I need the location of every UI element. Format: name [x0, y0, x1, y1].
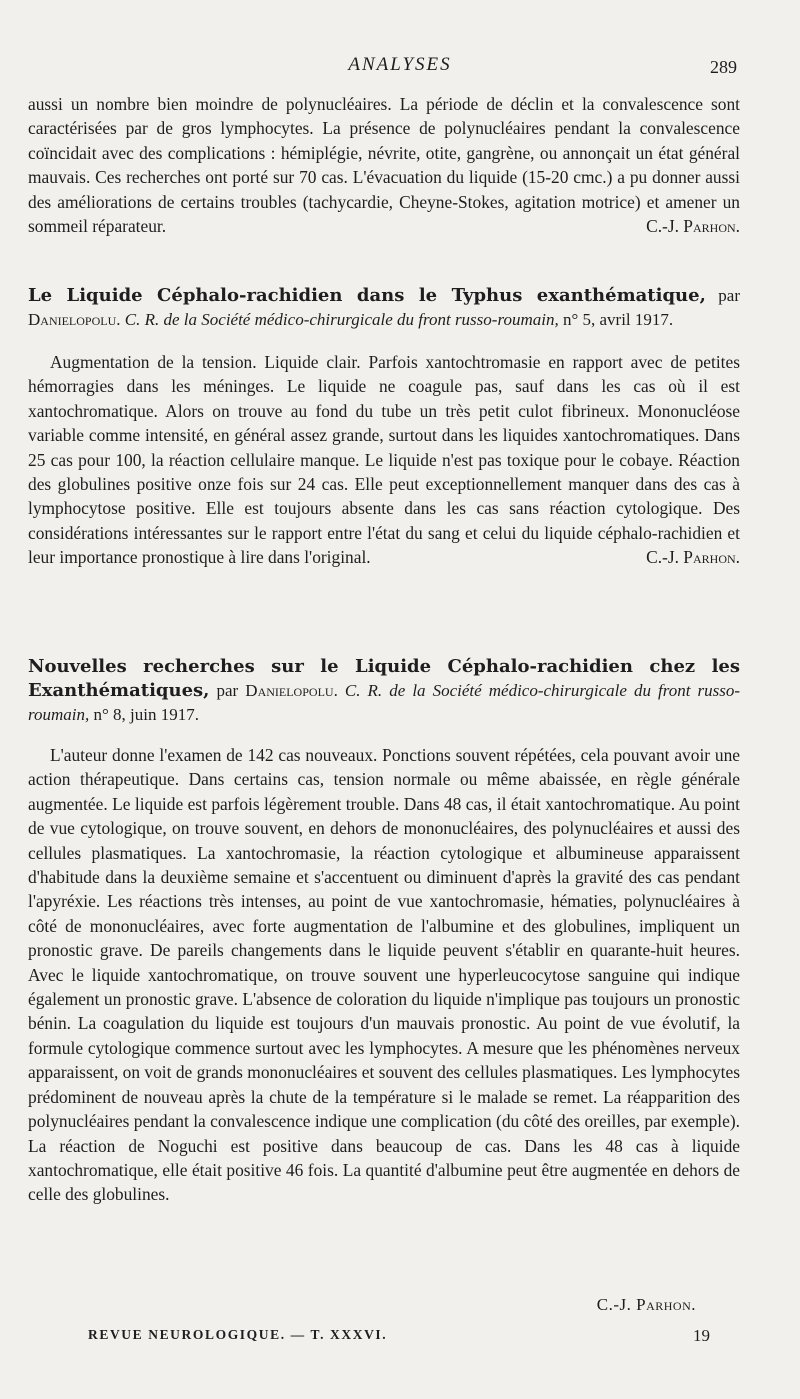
- page-number: 289: [710, 57, 737, 77]
- author-signature: C.-J. Parhon.: [646, 547, 740, 568]
- article-heading: [28, 655, 740, 727]
- article-new-research-csf: [28, 655, 740, 1207]
- article-title: Le Liquide Céphalo-rachidien dans le Typhus exanthématique,: [28, 285, 706, 306]
- article-issue: n° 5, avril 1917.: [562, 310, 674, 329]
- running-header: [0, 54, 800, 82]
- article-continuation: [28, 92, 740, 238]
- by-word: par: [718, 286, 740, 305]
- author-signature: C.-J. Parhon.: [646, 216, 740, 237]
- author-signature: C.-J. Parhon.: [596, 1295, 696, 1314]
- paragraph-text: Augmentation de la tension. Liquide clair. Parfois xantochtromasie en rapport avec de petites hémorragies dans les méninges. Le liquide ne coagule pas, sauf dans les cas où il est xantochromatique. Alors on trouve au fond du tube un très petit culot fibrineux. Mononucléose variable comme intensité, en général assez grande, surtout dans les liquides xantochromatiques. Dans 25 cas pour 100, la réaction cellulaire manque. Le liquide n'est pas toxique pour le cobaye. Réaction des globulines positive onze fois sur 24 cas. Elle peut exceptionnellement manquer dans des cas à lymphocytose positive. Elle est toujours absente dans les cas sans réaction cytologique. Des considérations intéressantes sur le rapport entre l'état du sang et celui du liquide céphalo-rachidien et leur importance pronostique à lire dans l'original.: [28, 352, 740, 568]
- running-title: ANALYSES: [348, 54, 452, 75]
- article-abstract: [28, 350, 740, 570]
- article-source: C. R. de la Société médico-chirurgicale du front russo-roumain,: [28, 681, 741, 724]
- article-author: Danielopolu.: [245, 681, 338, 700]
- article-issue: n° 8, juin 1917.: [93, 705, 199, 724]
- by-word: par: [216, 681, 239, 700]
- article-source: C. R. de la Société médico-chirurgicale du front russo-roumain,: [124, 310, 559, 329]
- article-abstract: [28, 743, 740, 1207]
- article-typhus-csf: [28, 284, 740, 570]
- article-continuation-text: [28, 92, 740, 238]
- sheet-number: 19: [693, 1326, 710, 1345]
- page-footer: [88, 1326, 728, 1350]
- article-title: Nouvelles recherches sur le Liquide Céphalo-rachidien chez les Exanthématiques,: [28, 656, 740, 701]
- article-heading: [28, 284, 740, 332]
- article-author: Danielopolu.: [28, 310, 121, 329]
- paragraph-text: aussi un nombre bien moindre de polynucléaires. La période de déclin et la convalescence sont caractérisées par de gros lymphocytes. La présence de polynucléaires pendant la convalescence coïncidait avec des complications : hémiplégie, névrite, otite, gangrène, ou annonçait un état général mauvais. Ces recherches ont porté sur 70 cas. L'évacuation du liquide (15-20 cmc.) a pu donner aussi des améliorations de certains troubles (tachycardie, Cheyne-Stokes, agitation motrice) et amener un sommeil réparateur.: [28, 94, 740, 237]
- paragraph-text: L'auteur donne l'examen de 142 cas nouveaux. Ponctions souvent répétées, cela pouvant avoir une action thérapeutique. Dans certains cas, tension normale ou même abaissée, en règle générale augmentée. Le liquide est parfois légèrement trouble. Dans 48 cas, il était xantochromatique. Au point de vue cytologique, on trouve souvent, en dehors de mononucléaires, des polynucléaires et aussi des cellules plasmatiques. La xantochromasie, la réaction cytologique et albumineuse apparaissent d'habitude dans la deuxième semaine et s'accentuent ou diminuent d'après la gravité des cas pendant l'apyréxie. Les réactions très intenses, au point de vue xantochromasie, hématies, polynucléaires à côté de mononucléaires, avec forte augmentation de l'albumine et des globulines, impliquent un pronostic grave. De pareils changements dans le liquide peuvent s'établir en quarante-huit heures. Avec le liquide xantochromatique, on trouve souvent une hyperleucocytose sanguine qui indique également un pronostic grave. L'absence de coloration du liquide n'implique pas toujours un pronostic bénin. La coagulation du liquide est toujours d'un mauvais pronostic. Au point de vue évolutif, la formule cytologique commence surtout avec les lymphocytes. A mesure que les phénomènes nerveux apparaissent, on voit de grands mononucléaires et souvent des cellules plasmatiques. Les lymphocytes prédominent de nouveau après la chute de la température si le malade se remet. La réapparition des polynucléaires pendant la convalescence indique une complication (du côté des oreilles, par exemple). La réaction de Noguchi est positive dans beaucoup de cas. Dans les 48 cas à liquide xantochromatique, elle était positive 46 fois. La quantité d'albumine peut être augmentée en dehors de celle des globulines.: [28, 745, 740, 1205]
- journal-footer: REVUE NEUROLOGIQUE. — T. XXXVI.: [88, 1327, 388, 1342]
